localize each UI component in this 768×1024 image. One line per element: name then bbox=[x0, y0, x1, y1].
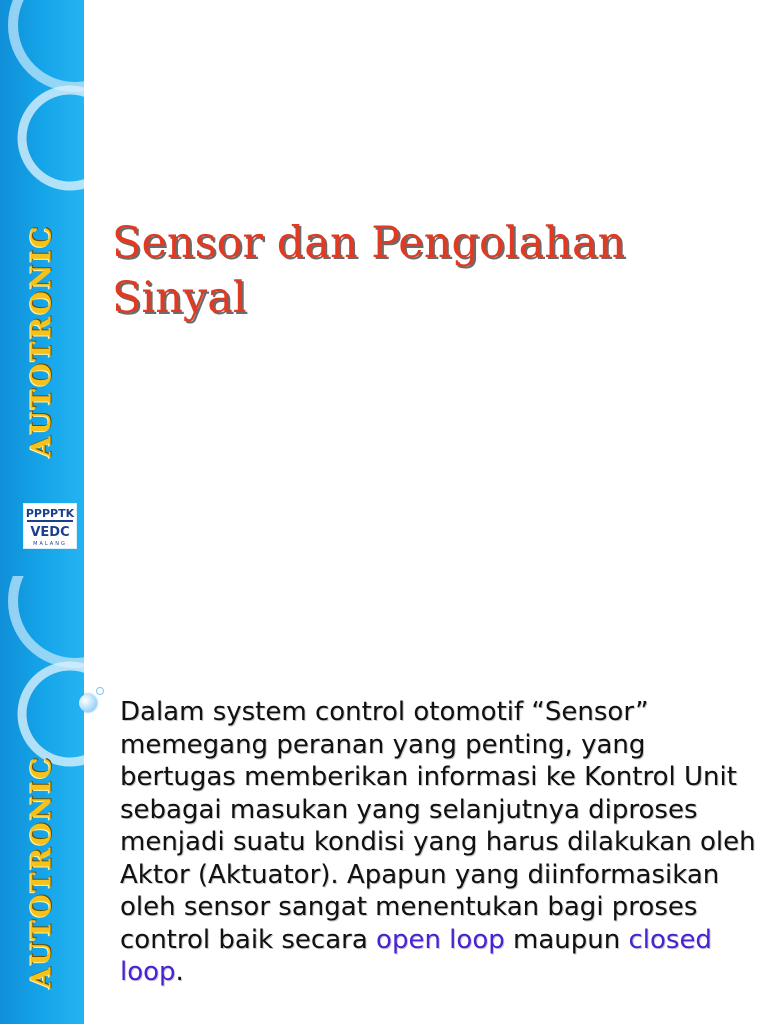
body-paragraph bbox=[120, 696, 760, 989]
brand-wordmark: AUTOTRONIC bbox=[26, 224, 58, 458]
slide-2 bbox=[0, 576, 768, 1024]
closed-loop-link[interactable]: closed loop bbox=[120, 924, 712, 987]
bullet-accent-icon bbox=[96, 687, 104, 695]
svg-text:VEDC: VEDC bbox=[30, 525, 70, 540]
brand-wordmark: AUTOTRONIC bbox=[26, 755, 58, 989]
svg-text:PPPPTK: PPPPTK bbox=[25, 507, 75, 520]
open-loop-link[interactable]: open loop bbox=[376, 924, 505, 955]
body-text-end: . bbox=[175, 957, 184, 987]
vedc-logo bbox=[23, 503, 77, 549]
slide-title-line-1: Sensor dan Pengolahan bbox=[112, 218, 626, 268]
side-band bbox=[0, 576, 84, 1024]
slide-title bbox=[112, 216, 752, 326]
side-band bbox=[0, 0, 84, 576]
slide-title-line-2: Sinyal bbox=[112, 273, 247, 323]
body-text-mid: maupun bbox=[504, 924, 629, 955]
body-text-main: Dalam system control otomotif “Sensor” memegang peranan yang penting, yang bertugas memberikan informasi ke Kontrol Unit sebagai masukan yang selanjutnya diproses menjadi suatu kondisi yang harus dilakukan oleh Aktor (Aktuator). Apapun yang diinformasikan oleh sensor sangat menentukan bagi proses control baik secara bbox=[120, 697, 756, 955]
svg-text:MALANG: MALANG bbox=[33, 541, 67, 547]
bullet-icon bbox=[79, 694, 97, 712]
